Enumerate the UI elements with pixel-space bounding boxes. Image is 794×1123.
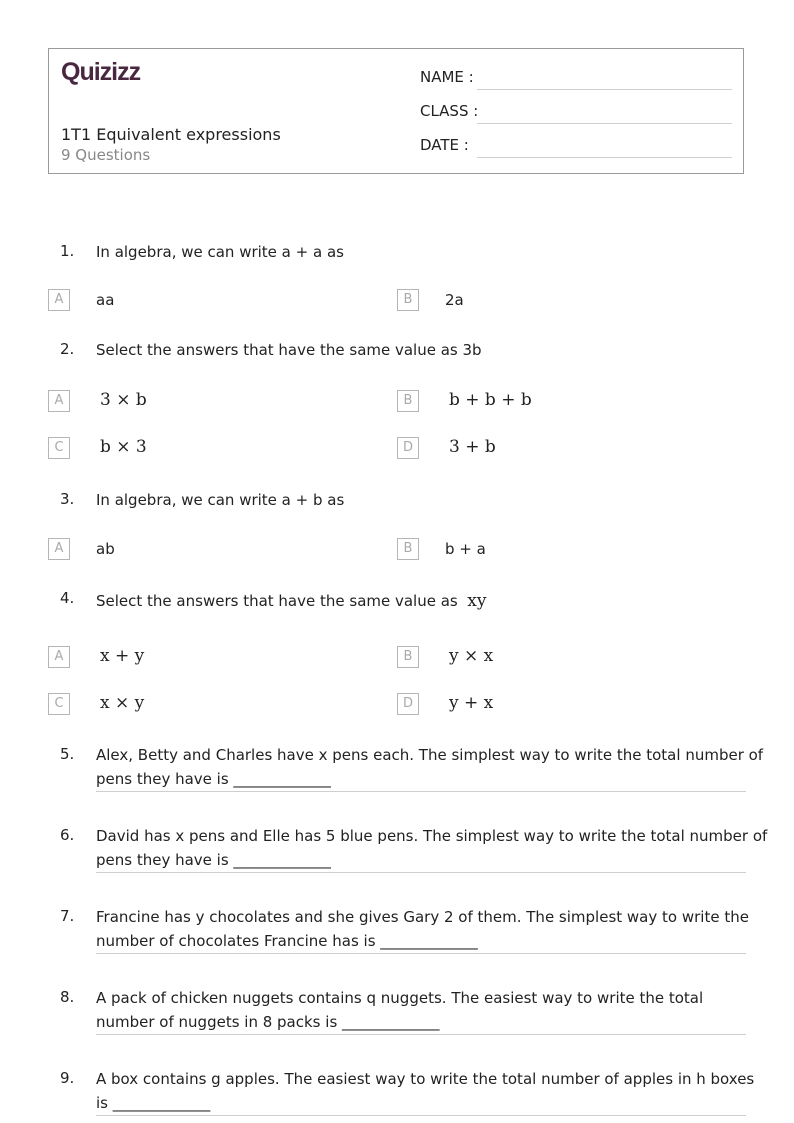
option-c-text: b × 3 <box>100 437 147 457</box>
option-a-box[interactable]: A <box>48 390 70 412</box>
option-b-box[interactable]: B <box>397 538 419 560</box>
question-number: 2. <box>60 340 75 358</box>
option-b-box[interactable]: B <box>397 390 419 412</box>
question-math: xy <box>467 591 487 611</box>
question-number: 3. <box>60 490 75 508</box>
question-line-1: A box contains g apples. The easiest way to write the total number of apples in h boxes <box>96 1070 755 1088</box>
name-label: NAME : <box>420 68 474 86</box>
option-a-text: ab <box>96 540 115 558</box>
date-label: DATE : <box>420 136 469 154</box>
answer-line[interactable] <box>96 872 746 873</box>
option-c-box[interactable]: C <box>48 437 70 459</box>
option-c-box[interactable]: C <box>48 693 70 715</box>
question-line-2: pens they have is _____________ <box>96 770 331 788</box>
answer-line[interactable] <box>96 1034 746 1035</box>
option-a-box[interactable]: A <box>48 538 70 560</box>
question-line-1: A pack of chicken nuggets contains q nuggets. The easiest way to write the total <box>96 989 704 1007</box>
question-text <box>96 905 749 953</box>
question-count: 9 Questions <box>61 146 151 164</box>
option-d-box[interactable]: D <box>397 693 419 715</box>
question-number: 1. <box>60 242 75 260</box>
date-field[interactable] <box>420 136 732 160</box>
question-text <box>96 824 767 872</box>
option-a-box[interactable]: A <box>48 646 70 668</box>
option-b-text: y × x <box>449 646 494 666</box>
question-text <box>96 1067 754 1115</box>
answer-line[interactable] <box>96 1115 746 1116</box>
name-line[interactable] <box>477 89 732 90</box>
question-line-1: Francine has y chocolates and she gives Gary 2 of them. The simplest way to write the <box>96 908 749 926</box>
question-number: 8. <box>60 988 75 1006</box>
class-field[interactable] <box>420 102 732 126</box>
option-a-box[interactable]: A <box>48 289 70 311</box>
question-text-main: Select the answers that have the same value as <box>96 592 458 610</box>
question-line-1: Alex, Betty and Charles have x pens each. The simplest way to write the total number of <box>96 746 764 764</box>
question-text: In algebra, we can write a + a as <box>96 243 344 261</box>
question-line-2: number of nuggets in 8 packs is _____________ <box>96 1013 440 1031</box>
question-text <box>96 589 487 613</box>
answer-line[interactable] <box>96 791 746 792</box>
class-label: CLASS : <box>420 102 479 120</box>
question-text: Select the answers that have the same value as 3b <box>96 341 482 359</box>
question-text <box>96 743 763 791</box>
option-d-text: 3 + b <box>449 437 496 457</box>
option-b-box[interactable]: B <box>397 646 419 668</box>
name-field[interactable] <box>420 68 732 92</box>
question-number: 9. <box>60 1069 75 1087</box>
option-d-box[interactable]: D <box>397 437 419 459</box>
question-number: 6. <box>60 826 75 844</box>
question-text <box>96 986 703 1034</box>
worksheet-header <box>48 48 744 174</box>
date-line[interactable] <box>477 157 732 158</box>
option-a-text: x + y <box>100 646 145 666</box>
option-a-text: aa <box>96 291 115 309</box>
question-number: 7. <box>60 907 75 925</box>
option-b-text: 2a <box>445 291 464 309</box>
option-d-text: y + x <box>449 693 494 713</box>
question-line-2: is _____________ <box>96 1094 211 1112</box>
question-line-2: pens they have is _____________ <box>96 851 331 869</box>
answer-line[interactable] <box>96 953 746 954</box>
question-text: In algebra, we can write a + b as <box>96 491 345 509</box>
question-number: 4. <box>60 589 75 607</box>
question-number: 5. <box>60 745 75 763</box>
option-a-text: 3 × b <box>100 390 147 410</box>
option-b-text: b + b + b <box>449 390 532 410</box>
option-b-box[interactable]: B <box>397 289 419 311</box>
class-line[interactable] <box>477 123 732 124</box>
quizizz-logo: Quizizz <box>61 58 141 86</box>
worksheet-title: 1T1 Equivalent expressions <box>61 125 281 144</box>
question-line-2: number of chocolates Francine has is _____________ <box>96 932 478 950</box>
option-c-text: x × y <box>100 693 145 713</box>
option-b-text: b + a <box>445 540 486 558</box>
question-line-1: David has x pens and Elle has 5 blue pens. The simplest way to write the total number of <box>96 827 768 845</box>
